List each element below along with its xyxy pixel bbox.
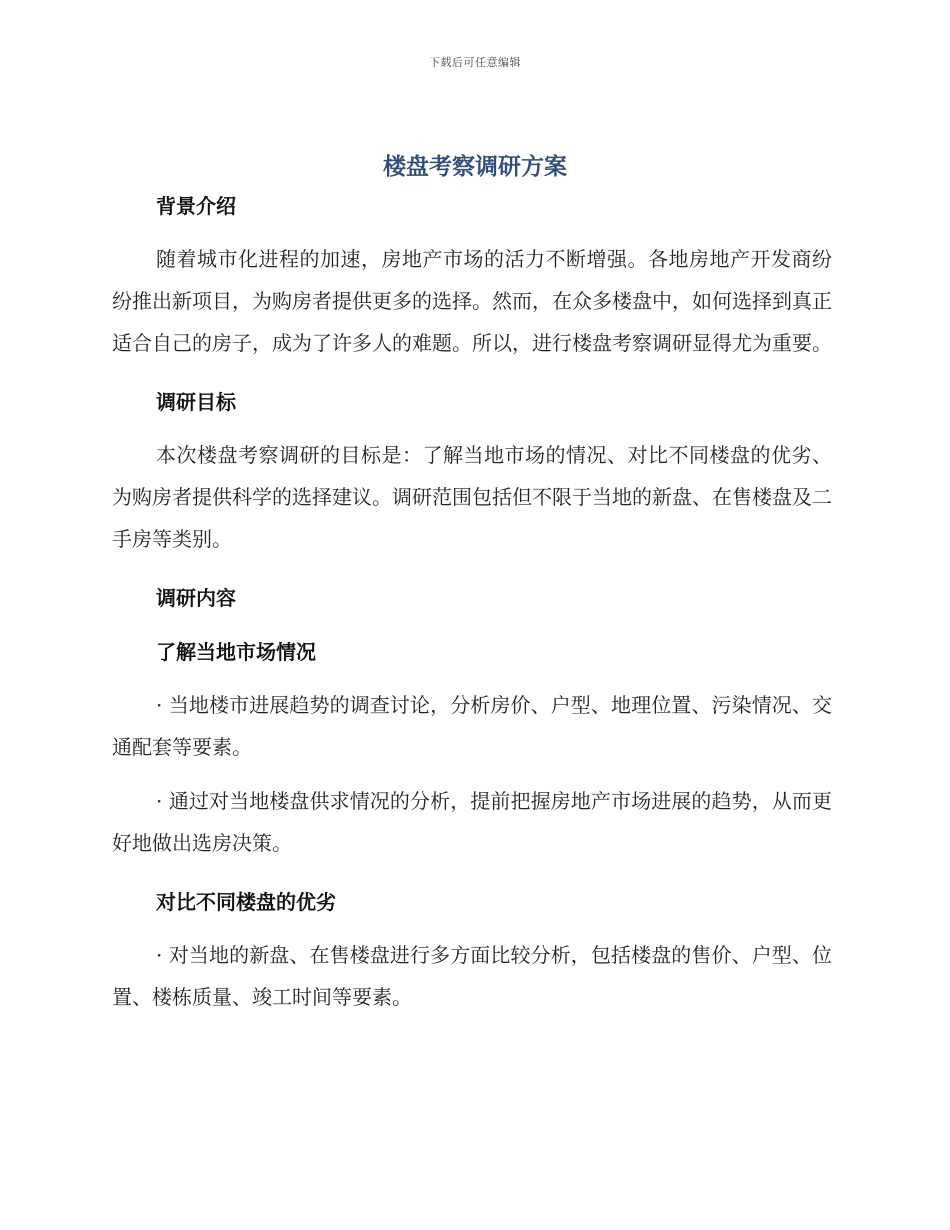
page-title: 楼盘考察调研方案: [383, 154, 567, 180]
bullet-item: · 当地楼市进展趋势的调查讨论，分析房价、户型、地理位置、污染情况、交通配套等要素。: [112, 693, 832, 759]
document-body: [112, 190, 832, 1018]
paragraph-background: 随着城市化进程的加速，房地产市场的活力不断增强。各地房地产开发商纷纷推出新项目，为购房者提供更多的选择。然而，在众多楼盘中，如何选择到真正适合自己的房子，成为了许多人的难题。所以，进行楼盘考察调研显得尤为重要。: [112, 247, 832, 355]
paragraph-goal: 本次楼盘考察调研的目标是：了解当地市场的情况、对比不同楼盘的优劣、为购房者提供科学的选择建议。调研范围包括但不限于当地的新盘、在售楼盘及二手房等类别。: [112, 443, 832, 551]
bullet-item: · 通过对当地楼盘供求情况的分析，提前把握房地产市场进展的趋势，从而更好地做出选房决策。: [112, 789, 832, 855]
section-heading-content: 调研内容: [156, 586, 236, 610]
section-heading-background: 背景介绍: [156, 194, 236, 218]
section-heading-local-market: 了解当地市场情况: [156, 640, 316, 664]
section-heading-goal: 调研目标: [156, 390, 236, 414]
bullet-item: · 对当地的新盘、在售楼盘进行多方面比较分析，包括楼盘的售价、户型、位置、楼栋质量、竣工时间等要素。: [112, 943, 832, 1009]
header-note: 下载后可任意编辑: [429, 56, 521, 69]
section-heading-compare: 对比不同楼盘的优劣: [156, 890, 336, 914]
